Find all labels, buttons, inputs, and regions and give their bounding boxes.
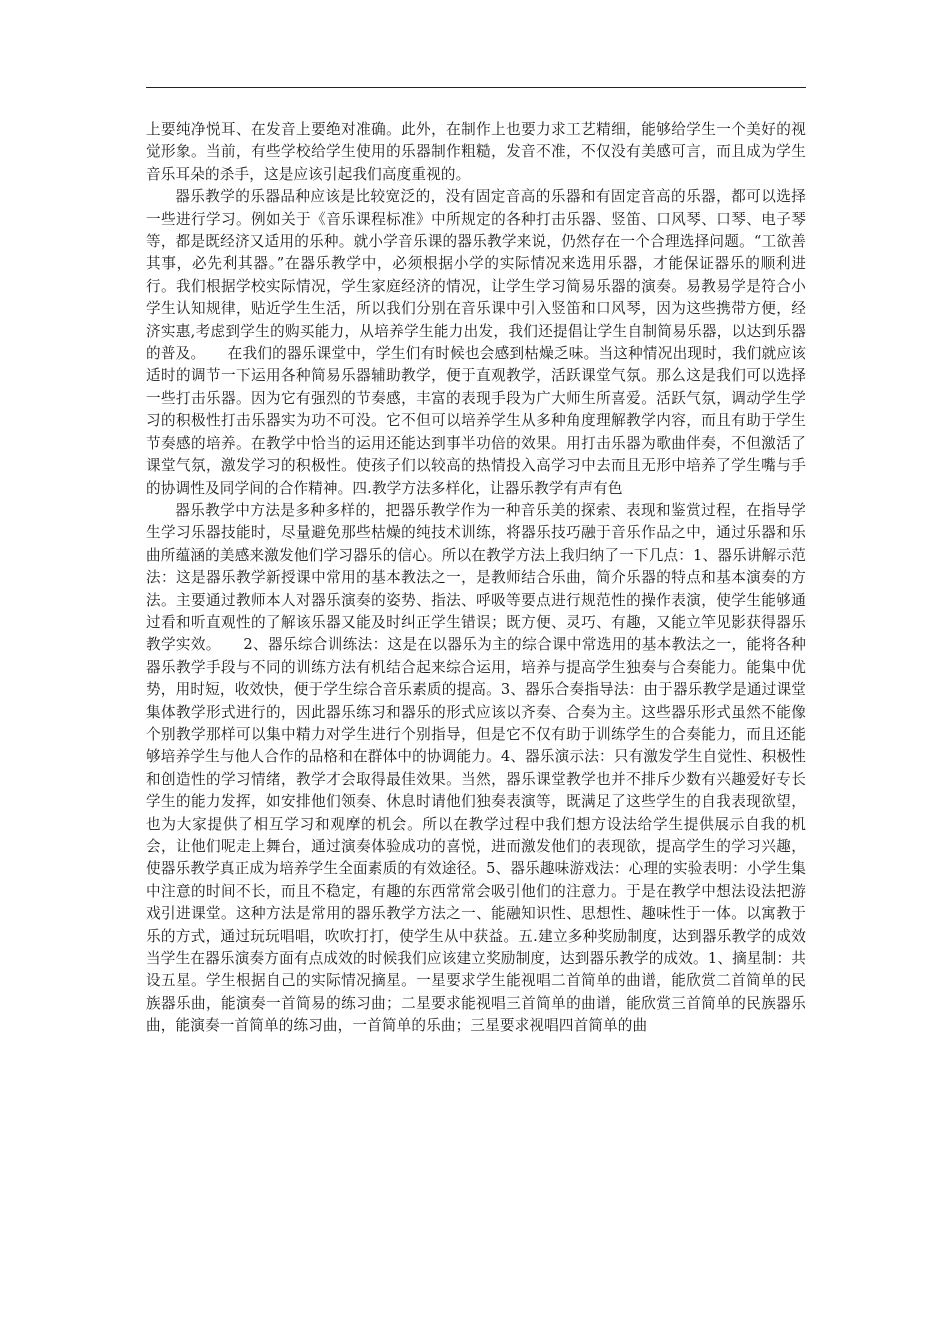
body-text: [146, 119, 806, 1038]
paragraph: 器乐教学中方法是多种多样的，把器乐教学作为一种音乐美的探索、表现和鉴赏过程，在指导学生学习乐器技能时，尽量避免那些枯燥的纯技术训练，将器乐技巧融于音乐作品之中，通过乐器和乐曲所蕴涵的美感来激发他们学习器乐的信心。所以在教学方法上我归纳了一下几点：1、器乐讲解示范法：这是器乐教学新授课中常用的基本教法之一，是教师结合乐曲，简介乐器的特点和基本演奏的方法。主要通过教师本人对器乐演奏的姿势、指法、呼吸等要点进行规范性的操作表演，使学生能够通过看和听直观性的了解该乐器又能及时纠正学生错误；既方便、灵巧、有趣，又能立竿见影获得器乐教学实效。 2、器乐综合训练法：这是在以器乐为主的综合课中常选用的基本教法之一，能将各种器乐教学手段与不同的训练方法有机结合起来综合运用，培养与提高学生独奏与合奏能力。能集中优势，用时短，收效快，便于学生综合音乐素质的提高。3、器乐合奏指导法：由于器乐教学是通过课堂集体教学形式进行的，因此器乐练习和器乐的形式应该以齐奏、合奏为主。这些器乐形式虽然不能像个别教学那样可以集中精力对学生进行个别指导，但是它不仅有助于训练学生的合奏能力，而且还能够培养学生与他人合作的品格和在群体中的协调能力。4、器乐演示法：只有激发学生自觉性、积极性和创造性的学习情绪，教学才会取得最佳效果。当然，器乐课堂教学也并不排斥少数有兴趣爱好专长学生的能力发挥，如安排他们领奏、休息时请他们独奏表演等，既满足了这些学生的自我表现欲望，也为大家提供了相互学习和观摩的机会。所以在教学过程中我们想方设法给学生提供展示自我的机会，让他们呢走上舞台，通过演奏体验成功的喜悦，进而激发他们的表现欲，提高学生的学习兴趣，使器乐教学真正成为培养学生全面素质的有效途径。5、器乐趣味游戏法：心理的实验表明：小学生集中注意的时间不长，而且不稳定，有趣的东西常常会吸引他们的注意力。于是在教学中想法设法把游戏引进课堂。这种方法是常用的器乐教学方法之一、能融知识性、思想性、趣味性于一体。以寓教于乐的方式，通过玩玩唱唱，吹吹打打，使学生从中获益。五.建立多种奖励制度，达到器乐教学的成效当学生在器乐演奏方面有点成效的时候我们应该建立奖励制度，达到器乐教学的成效。1、摘星制：共设五星。学生根据自己的实际情况摘星。一星要求学生能视唱二首简单的曲谱，能欣赏二首简单的民族器乐曲，能演奏一首简易的练习曲；二星要求能视唱三首简单的曲谱，能欣赏三首简单的民族器乐曲，能演奏一首简单的练习曲，一首简单的乐曲；三星要求视唱四首简单的曲: [146, 501, 806, 1035]
paragraph: 器乐教学的乐器品种应该是比较宽泛的，没有固定音高的乐器和有固定音高的乐器，都可以选择一些进行学习。例如关于《音乐课程标准》中所规定的各种打击乐器、竖笛、口风琴、口琴、电子琴等，都是既经济又适用的乐种。就小学音乐课的器乐教学来说，仍然存在一个合理选择问题。“工欲善其事，必先利其器。”在器乐教学中，必须根据小学的实际情况来选用乐器，才能保证器乐的顺利进行。我们根据学校实际情况，学生家庭经济的情况，让学生学习简易乐器的演奏。易教易学是符合小学生认知规律，贴近学生生活，所以我们分别在音乐课中引入竖笛和口风琴，因为这些携带方便，经济实惠,考虑到学生的购买能力，从培养学生能力出发，我们还提倡让学生自制简易乐器，以达到乐器的普及。 在我们的器乐课堂中，学生们有时候也会感到枯燥乏味。当这种情况出现时，我们就应该适时的调节一下运用各种简易乐器辅助教学，便于直观教学，活跃课堂气氛。那么这是我们可以选择一些打击乐器。因为它有强烈的节奏感，丰富的表现手段为广大师生所喜爱。活跃气氛，调动学生学习的积极性打击乐器实为功不可没。它不但可以培养学生从多种角度理解教学内容，而且有助于学生节奏感的培养。在教学中恰当的运用还能达到事半功倍的效果。用打击乐器为歌曲伴奏，不但激活了课堂气氛，激发学习的积极性。使孩子们以较高的热情投入高学习中去而且无形中培养了学生嘴与手的协调性及同学间的合作精神。四.教学方法多样化，让器乐教学有声有色: [146, 188, 806, 497]
paragraph: 上要纯净悦耳、在发音上要绝对准确。此外，在制作上也要力求工艺精细，能够给学生一个美好的视觉形象。当前，有些学校给学生使用的乐器制作粗糙，发音不准，不仅没有美感可言，而且成为学生音乐耳朵的杀手，这是应该引起我们高度重视的。: [146, 121, 806, 183]
header-rule: [146, 87, 806, 88]
